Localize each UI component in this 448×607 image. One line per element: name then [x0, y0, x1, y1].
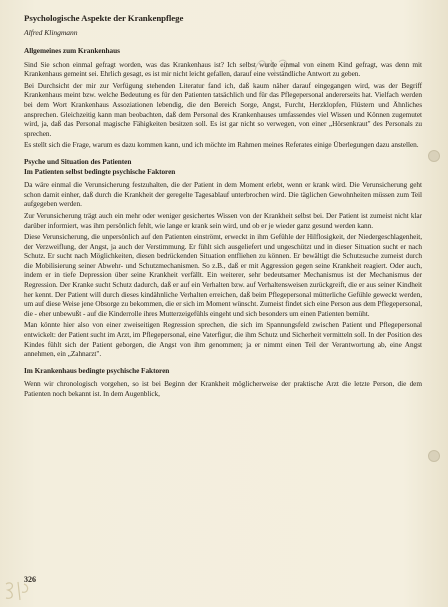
section-heading: Allgemeines zum Krankenhaus: [24, 46, 120, 55]
punch-hole-icon: [428, 150, 440, 162]
section-heading: Psyche und Situation des Patienten: [24, 156, 132, 166]
paragraph: Wenn wir chronologisch vorgehen, so ist bei Beginn der Krankheit möglicherweise der praktische Arzt die letzte Person, die dem Patienten noch bekannt ist. In dem Augenblick,: [24, 379, 422, 398]
binder-holes: [428, 0, 440, 607]
document-author: Alfred Klingmann: [24, 28, 78, 37]
section-heading: Im Krankenhaus bedingte psychische Faktoren: [24, 365, 170, 375]
paragraph: Bei Durchsicht der mir zur Verfügung stehenden Literatur fand ich, daß kaum näher darauf eingegangen wird, was der Begriff Krankenhaus meint bzw. welche Bedeutung es für den Patienten tatsächlich und für das Pflegepersonal andererseits hat. Vielfach werden bei dem Wort Krankenhaus Assoziationen lebendig, die den Bereich Sorge, Angst, Furcht, Herzklopfen, Flüstern und Ähnliches ansprechen. Gleichzeitig kann man beobachten, daß dem Personal des Krankenhauses umfassendes viel Wissen und Können zugemutet wird, ja, daß das Personal magische Fähigkeiten besitzen soll. Es ist gar nicht so verwegen, von einer „Hörsenkraut" des Personals zu sprechen.: [24, 80, 422, 138]
paragraph: Da wäre einmal die Verunsicherung festzuhalten, die der Patient in dem Moment erlebt, wenn er krank wird. Die Verunsicherung geht schon damit einher, daß durch die Krankheit der geregelte Tagesablauf unterbrochen wird. Die täglichen Gewohnheiten müssen zum Teil aufgegeben werden.: [24, 180, 422, 209]
paragraph: Zur Verunsicherung trägt auch ein mehr oder weniger gesichertes Wissen von der Krankheit selbst bei. Der Patient ist zumeist nicht klar darüber informiert, was ihm persönlich fehlt, wie lange er krank sein wird, und ob er je wieder ganz gesund werden kann.: [24, 210, 422, 230]
paragraph: Man könnte hier also von einer zweiseitigen Regression sprechen, die sich im Spannungsfeld zwischen Patient und Pflegepersonal entwickelt: der Patient sucht im Arzt, im Pflegepersonal, eine Vaterfigur, die ihm Schutz und Sicherheit vermitteln soll. In der Position des Kindes fühlt sich der Patient geborgen, die Angst von ihm genommen; ja er nimmt einen Teil der Verantwortung ab, eine Angst annehmen, ein „Zahnarzt".: [24, 320, 422, 359]
section-subheading: Im Patienten selbst bedingte psychische Faktoren: [24, 166, 176, 176]
document-title: Psychologische Aspekte der Krankenpflege: [24, 13, 184, 23]
document-body: [24, 12, 422, 401]
paragraph: Sind Sie schon einmal gefragt worden, was das Krankenhaus ist? Ich selbst wurde einmal von einem Kind gefragt, was denn mit Krankenhaus gemeint sei. Ehrlich gesagt, es ist mir nicht leicht gefallen, darauf eine verständliche Antwort zu geben.: [24, 59, 422, 79]
paragraph: Es stellt sich die Frage, warum es dazu kommen kann, und ich möchte im Rahmen meines Referates einige Überlegungen dazu anstellen.: [24, 140, 419, 150]
page-number: 326: [24, 575, 36, 584]
punch-hole-icon: [428, 450, 440, 462]
pencil-scribble-icon: [2, 578, 32, 604]
paragraph: Diese Verunsicherung, die unpersönlich auf den Patienten einströmt, erweckt in ihm Gefühle der Hilflosigkeit, der Niedergeschlagenheit, der Verzweiflung, der Angst, ja auch der Verstimmung. Er fühlt sich ausgeliefert und ungeschützt und in dieser Situation sucht er nach Schutz. Er sucht nach Möglichkeiten, diesen bedrückenden Situation entfliehen zu können. Er bewältigt die Schutzsuche zumeist durch die Mobilisierung seiner Abwehr- und Schutzmechanismen. So z.B., daß er mit Aggression gegen seine Krankheit reagiert. Oder auch, indem er in tiefe Depression über seine Krankheit verfällt. Ein weiterer, sehr bedeutsamer Mechanismus ist der Mechanismus der Regression. Der Kranke sucht Schutz dadurch, daß er auf ein Verhalten bzw. auf Verhaltensweisen zurückgreift, die er aus seiner Kindheit her kennt. Der Patient will durch dieses kindähnliche Verhalten erreichen, daß beim Pflegepersonal mütterliche Gefühle geweckt werden, um auf diese Weise jene Obsorge zu bekommen, die er sich im Moment wünscht. Zumeist findet sich eine Person aus dem Pflegepersonal, die - eher unbewußt - auf die Kinderrolle ihres Mutterzeigefühls eingeht und sich besonders um einen Patienten bemüht.: [24, 232, 422, 318]
